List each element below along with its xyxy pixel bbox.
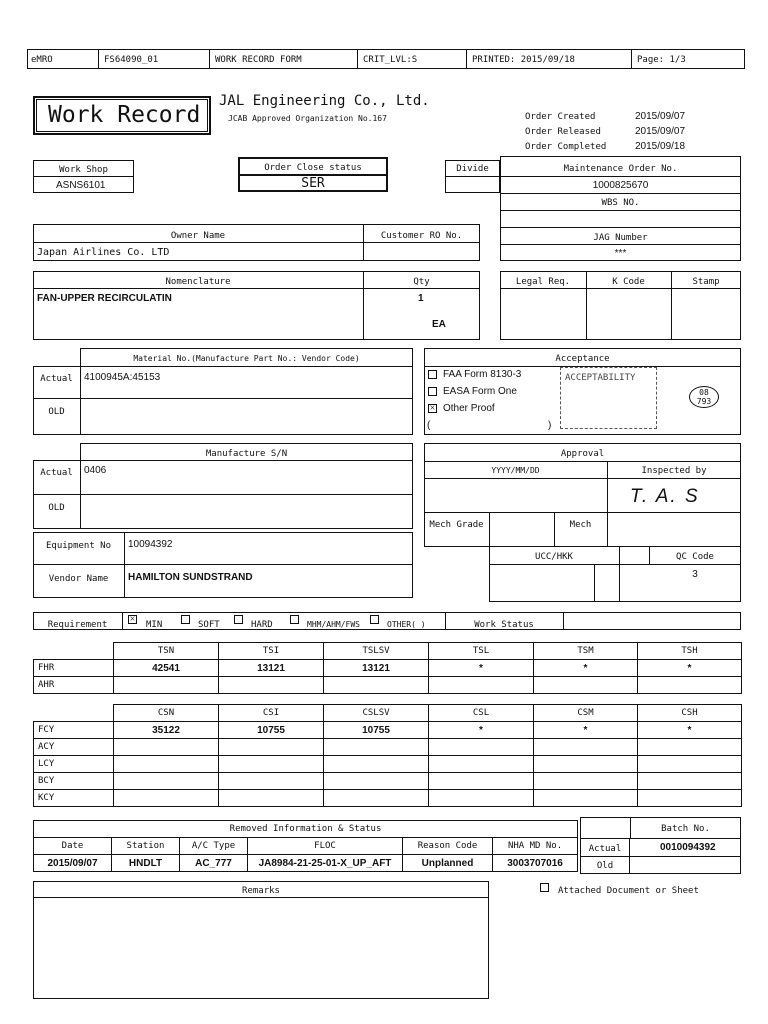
table-cell bbox=[324, 790, 429, 807]
hours-col-header: TSI bbox=[219, 643, 324, 660]
removed-col-header: Date bbox=[34, 838, 112, 855]
other-proof-label: Other Proof bbox=[443, 403, 495, 414]
table-cell bbox=[114, 739, 219, 756]
table-cell bbox=[638, 677, 742, 694]
row-label: AHR bbox=[34, 677, 114, 694]
removed-reason-code: Unplanned bbox=[403, 855, 493, 872]
removed-col-header: Reason Code bbox=[403, 838, 493, 855]
table-cell: 42541 bbox=[114, 660, 219, 677]
page-number: Page: 1/3 bbox=[637, 55, 686, 65]
material-old-label: OLD bbox=[48, 407, 65, 417]
table-cell bbox=[219, 677, 324, 694]
qty-unit: EA bbox=[432, 319, 446, 330]
batch-old-label: Old bbox=[596, 861, 614, 871]
material-actual-label: Actual bbox=[40, 374, 73, 384]
work-shop-value: ASNS6101 bbox=[56, 180, 106, 191]
req-min-checkbox[interactable]: × bbox=[129, 614, 136, 625]
other-proof-paren-close: ) bbox=[548, 420, 552, 431]
inspected-by-signature: T. A. S bbox=[630, 486, 700, 507]
material-label: Material No.(Manufacture Part No.: Vendor Code) bbox=[133, 354, 360, 363]
divide-label: Divide bbox=[456, 164, 489, 174]
cycles-table bbox=[33, 704, 742, 807]
faa-form-label: FAA Form 8130-3 bbox=[443, 369, 522, 380]
table-cell bbox=[429, 677, 534, 694]
easa-form-label: EASA Form One bbox=[443, 386, 517, 397]
remarks-box bbox=[33, 881, 489, 999]
req-soft-checkbox[interactable] bbox=[181, 615, 190, 624]
removed-col-header: A/C Type bbox=[180, 838, 248, 855]
company-name: JAL Engineering Co., Ltd. bbox=[219, 93, 430, 109]
serial-actual-label: Actual bbox=[40, 468, 73, 478]
table-cell bbox=[429, 739, 534, 756]
material-actual-value: 4100945A:45153 bbox=[84, 372, 161, 383]
table-row bbox=[34, 855, 578, 872]
table-cell bbox=[114, 756, 219, 773]
qty-label: Qty bbox=[413, 277, 430, 287]
table-cell: 10755 bbox=[219, 722, 324, 739]
jag-label: JAG Number bbox=[593, 233, 648, 243]
work-record-title: Work Record bbox=[48, 102, 201, 128]
table-cell bbox=[324, 756, 429, 773]
row-label: ACY bbox=[34, 739, 114, 756]
table-cell bbox=[114, 773, 219, 790]
table-cell: 35122 bbox=[114, 722, 219, 739]
wbs-label: WBS NO. bbox=[601, 198, 640, 208]
cycles-col-header: CSL bbox=[429, 705, 534, 722]
work-status-label: Work Status bbox=[474, 620, 534, 630]
table-cell bbox=[638, 773, 742, 790]
row-label: BCY bbox=[34, 773, 114, 790]
cycles-header-row bbox=[34, 705, 742, 722]
req-other-checkbox[interactable] bbox=[370, 615, 379, 624]
serial-label: Manufacture S/N bbox=[205, 449, 288, 459]
req-min-label: MIN bbox=[146, 620, 163, 630]
maintenance-order-label: Maintenance Order No. bbox=[563, 164, 678, 174]
req-mhm-label: MHM/AHM/FWS bbox=[307, 620, 360, 629]
hours-header-row bbox=[34, 643, 742, 660]
k-code-label: K Code bbox=[612, 277, 645, 287]
table-row bbox=[34, 660, 742, 677]
cycles-col-header: CSN bbox=[114, 705, 219, 722]
removed-col-header: Station bbox=[112, 838, 180, 855]
batch-actual-label: Actual bbox=[588, 844, 622, 854]
qc-code-value: 3 bbox=[692, 569, 698, 580]
table-cell: 10755 bbox=[324, 722, 429, 739]
hours-col-header: TSLSV bbox=[324, 643, 429, 660]
table-cell bbox=[219, 756, 324, 773]
table-cell: * bbox=[638, 660, 742, 677]
hours-col-header: TSH bbox=[638, 643, 742, 660]
table-row bbox=[34, 756, 742, 773]
table-cell: * bbox=[638, 722, 742, 739]
req-hard-label: HARD bbox=[251, 620, 273, 630]
acceptance-label: Acceptance bbox=[555, 354, 610, 364]
serial-actual-value: 0406 bbox=[84, 465, 107, 476]
table-cell: * bbox=[534, 660, 638, 677]
row-label: FCY bbox=[34, 722, 114, 739]
table-cell bbox=[219, 739, 324, 756]
equipment-label: Equipment No bbox=[45, 541, 112, 551]
batch-label: Batch No. bbox=[661, 824, 710, 834]
inspected-by-label: Inspected by bbox=[641, 466, 707, 476]
nomenclature-label: Nomenclature bbox=[165, 277, 231, 287]
attached-document-checkbox[interactable] bbox=[540, 883, 549, 892]
inspector-seal-top: 08 bbox=[699, 388, 709, 397]
remarks-label: Remarks bbox=[242, 886, 280, 896]
owner-value: Japan Airlines Co. LTD bbox=[37, 247, 170, 258]
approval-label: Approval bbox=[560, 449, 605, 459]
vendor-value: HAMILTON SUNDSTRAND bbox=[128, 572, 253, 583]
approval-number: JCAB Approved Organization No.167 bbox=[228, 114, 387, 123]
row-label: LCY bbox=[34, 756, 114, 773]
table-cell bbox=[114, 790, 219, 807]
vendor-label: Vendor Name bbox=[48, 574, 109, 584]
removed-col-header: NHA MD No. bbox=[493, 838, 578, 855]
nomenclature-value: FAN-UPPER RECIRCULATIN bbox=[37, 293, 172, 304]
table-row bbox=[34, 773, 742, 790]
order-created-label: Order Created bbox=[525, 112, 596, 122]
table-cell bbox=[219, 790, 324, 807]
removed-date: 2015/09/07 bbox=[34, 855, 112, 872]
serial-old-label: OLD bbox=[48, 503, 65, 513]
removed-ac-type: AC_777 bbox=[180, 855, 248, 872]
printed-date: PRINTED: 2015/09/18 bbox=[472, 55, 575, 65]
form-code: FS64090_01 bbox=[104, 55, 159, 65]
removed-info-label: Removed Information & Status bbox=[34, 821, 578, 838]
ucc-label: UCC/HKK bbox=[535, 552, 573, 562]
order-released-label: Order Released bbox=[525, 127, 601, 137]
close-status-label: Order Close status bbox=[264, 163, 362, 173]
table-cell: 13121 bbox=[324, 660, 429, 677]
work-shop-label: Work Shop bbox=[59, 165, 108, 175]
table-cell bbox=[324, 739, 429, 756]
removed-nha-md: 3003707016 bbox=[493, 855, 578, 872]
qty-value: 1 bbox=[418, 293, 424, 304]
inspector-seal-bottom: 793 bbox=[696, 397, 712, 406]
table-row bbox=[34, 790, 742, 807]
removed-title-row bbox=[34, 821, 578, 838]
faa-form-checkbox[interactable] bbox=[428, 370, 437, 379]
order-completed-label: Order Completed bbox=[525, 142, 607, 152]
table-cell bbox=[324, 677, 429, 694]
table-cell bbox=[534, 773, 638, 790]
close-status-value: SER bbox=[301, 176, 325, 191]
equipment-value: 10094392 bbox=[128, 539, 173, 550]
cycles-col-header: CSI bbox=[219, 705, 324, 722]
table-row bbox=[34, 739, 742, 756]
table-cell bbox=[534, 739, 638, 756]
table-cell bbox=[114, 677, 219, 694]
other-proof-checkbox[interactable]: × bbox=[429, 403, 436, 414]
table-cell bbox=[638, 739, 742, 756]
removed-floc: JA8984-21-25-01-X_UP_AFT bbox=[248, 855, 403, 872]
table-cell bbox=[534, 677, 638, 694]
table-cell bbox=[429, 756, 534, 773]
table-row bbox=[34, 677, 742, 694]
order-completed-date: 2015/09/18 bbox=[635, 141, 686, 152]
table-cell: 13121 bbox=[219, 660, 324, 677]
req-mhm-checkbox[interactable] bbox=[290, 615, 299, 624]
removed-station: HNDLT bbox=[112, 855, 180, 872]
crit-level: CRIT_LVL:S bbox=[363, 55, 418, 65]
table-cell bbox=[324, 773, 429, 790]
req-other-label: OTHER( ) bbox=[387, 620, 426, 629]
table-cell bbox=[219, 773, 324, 790]
hours-col-header: TSM bbox=[534, 643, 638, 660]
req-hard-checkbox[interactable] bbox=[234, 615, 243, 624]
owner-label: Owner Name bbox=[170, 231, 226, 241]
table-cell bbox=[534, 790, 638, 807]
maintenance-order-value: 1000825670 bbox=[592, 180, 649, 191]
removed-header-row bbox=[34, 838, 578, 855]
attached-document-label: Attached Document or Sheet bbox=[558, 886, 699, 896]
row-label: FHR bbox=[34, 660, 114, 677]
cycles-col-header: CSLSV bbox=[324, 705, 429, 722]
table-cell bbox=[429, 773, 534, 790]
form-name: WORK RECORD FORM bbox=[215, 55, 302, 65]
table-cell: * bbox=[429, 660, 534, 677]
removed-col-header: FLOC bbox=[248, 838, 403, 855]
req-soft-label: SOFT bbox=[198, 620, 220, 630]
row-label: KCY bbox=[34, 790, 114, 807]
cycles-col-header: CSM bbox=[534, 705, 638, 722]
jag-value: *** bbox=[614, 248, 627, 259]
mech-label: Mech bbox=[569, 520, 592, 530]
legal-req-label: Legal Req. bbox=[515, 277, 571, 287]
table-cell bbox=[638, 790, 742, 807]
table-cell bbox=[429, 790, 534, 807]
table-row bbox=[34, 722, 742, 739]
order-created-date: 2015/09/07 bbox=[635, 111, 686, 122]
table-cell: * bbox=[429, 722, 534, 739]
customer-ro-label: Customer RO No. bbox=[380, 231, 463, 241]
qc-code-label: QC Code bbox=[676, 552, 714, 562]
order-released-date: 2015/09/07 bbox=[635, 126, 686, 137]
system-name: eMRO bbox=[31, 55, 53, 65]
removed-info-table bbox=[33, 820, 578, 872]
acceptability-stamp-text: ACCEPTABILITY bbox=[565, 373, 636, 383]
mech-grade-label: Mech Grade bbox=[429, 520, 484, 530]
approval-date-label: YYYY/MM/DD bbox=[491, 466, 540, 475]
batch-actual-value: 0010094392 bbox=[660, 842, 716, 853]
table-cell: * bbox=[534, 722, 638, 739]
stamp-label: Stamp bbox=[692, 277, 720, 287]
requirement-label: Requirement bbox=[47, 620, 108, 630]
hours-col-header: TSL bbox=[429, 643, 534, 660]
other-proof-paren-open: ( bbox=[427, 420, 431, 431]
table-cell bbox=[534, 756, 638, 773]
hours-col-header: TSN bbox=[114, 643, 219, 660]
easa-form-checkbox[interactable] bbox=[428, 387, 437, 396]
table-cell bbox=[638, 756, 742, 773]
hours-table bbox=[33, 642, 742, 694]
cycles-col-header: CSH bbox=[638, 705, 742, 722]
